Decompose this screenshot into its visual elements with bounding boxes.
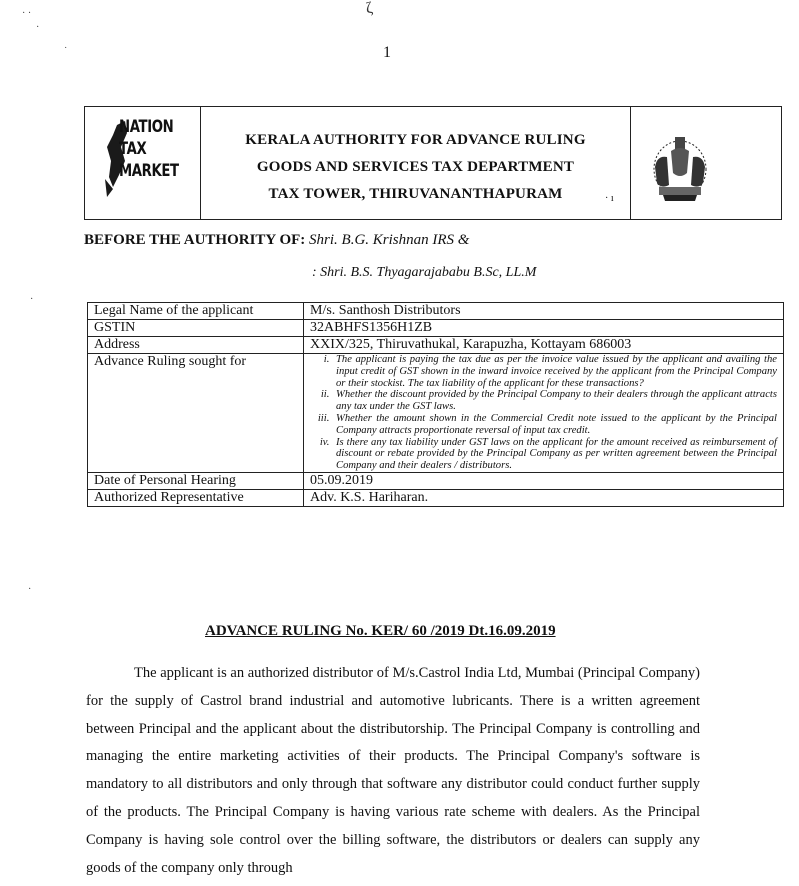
legal-name-label: Legal Name of the applicant — [88, 303, 304, 320]
nation-tax-market-logo — [95, 117, 195, 205]
authority-line-3: TAX TOWER, THIRUVANANTHAPURAM — [268, 186, 563, 202]
applicant-details-table — [87, 302, 784, 507]
gstin-value: 32ABHFS1356H1ZB — [304, 320, 784, 337]
address-value: XXIX/325, Thiruvathukal, Karapuzha, Kottayam 686003 — [304, 337, 784, 354]
logo-line-3: MARKET — [119, 161, 179, 181]
question-2: ii. Whether the discount provided by the Principal Company to their dealers through the applicant attracts any tax under the GST laws. — [332, 389, 777, 413]
question-3: iii. Whether the amount shown in the Commercial Credit note issued to the applicant by the Principal Company attracts proportionate reversal of input tax credit. — [332, 413, 777, 437]
representative-value: Adv. K.S. Hariharan. — [304, 489, 784, 506]
question-4: iv. Is there any tax liability under GST laws on the applicant for the amount received as reimbursement of discount or rebate provided by the Principal Company as per written agreement between the Principal Company and their dealers / distributors. — [332, 437, 777, 472]
divider — [630, 107, 631, 219]
handwritten-mark: ζ — [364, 0, 374, 18]
scan-speck: · — [36, 22, 40, 33]
ruling-title: ADVANCE RULING No. KER/ 60 /2019 Dt.16.09.2019 — [205, 623, 556, 639]
scan-speck: ˙ — [64, 46, 68, 57]
authority-members — [84, 232, 469, 249]
scan-speck: · — [28, 584, 32, 595]
table-row — [88, 354, 784, 473]
authority-line-2: GOODS AND SERVICES TAX DEPARTMENT — [256, 159, 575, 175]
table-row — [88, 303, 784, 320]
hearing-date-value: 05.09.2019 — [304, 472, 784, 489]
body-paragraph: The applicant is an authorized distributor of M/s.Castrol India Ltd, Mumbai (Principal Company) for the supply of Castrol brand industrial and automotive lubricants. There is a written agreement between Principal and the applicant about the distributorship. The Principal Company is controlling and managing the entire marketing activities of their products. The Principal Company's software is mandatory to all distributors and only through that software any distributor could conduct further supply of the products. The Principal Company is having various rate scheme with dealers. As the Principal Company is having sole control over the billing software, the distributors or dealers can supply any goods of the company only through — [86, 665, 700, 876]
representative-label: Authorized Representative — [88, 489, 304, 506]
table-row — [88, 472, 784, 489]
page-number: 1 — [383, 44, 391, 61]
table-row — [88, 320, 784, 337]
member-2: : Shri. B.S. Thyagarajababu B.Sc, LL.M — [312, 265, 537, 280]
scan-speck: · · — [22, 8, 32, 19]
before-label: BEFORE THE AUTHORITY OF: — [84, 232, 306, 248]
questions-cell — [304, 354, 784, 473]
hearing-date-label: Date of Personal Hearing — [88, 472, 304, 489]
scan-speck: · ı — [605, 193, 614, 204]
logo-line-1: NATION — [119, 117, 174, 137]
question-1: i. The applicant is paying the tax due as per the invoice value issued by the applicant and availing the input credit of GST shown in the inward invoice received by the applicant from the Principal Company or their stockist. The tax liability of the applicant for these transactions? — [332, 354, 777, 389]
questions-list — [310, 354, 777, 472]
member-1: Shri. B.G. Krishnan IRS & — [309, 232, 470, 248]
table-row — [88, 337, 784, 354]
gstin-label: GSTIN — [88, 320, 304, 337]
kerala-emblem-icon — [645, 129, 715, 204]
authority-line-1: KERALA AUTHORITY FOR ADVANCE RULING — [245, 132, 586, 148]
authority-heading — [201, 127, 630, 208]
body-text — [86, 660, 700, 882]
ruling-sought-label: Advance Ruling sought for — [88, 354, 304, 473]
legal-name-value: M/s. Santhosh Distributors — [304, 303, 784, 320]
table-row — [88, 489, 784, 506]
address-label: Address — [88, 337, 304, 354]
letterhead-box — [84, 106, 782, 220]
scan-speck: · — [30, 294, 34, 305]
logo-line-2: TAX — [119, 139, 147, 159]
